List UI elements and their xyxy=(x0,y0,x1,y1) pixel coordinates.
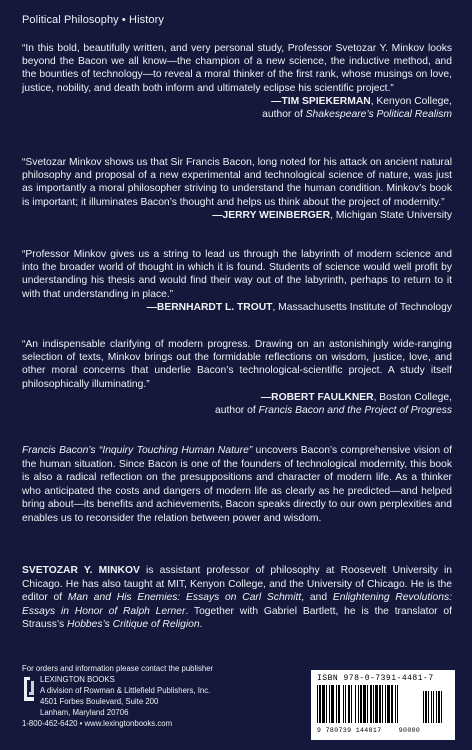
publisher-division: A division of Rowman & Littlefield Publishers, Inc. xyxy=(40,686,211,695)
publisher-name: LEXINGTON BOOKS xyxy=(40,675,115,684)
description-text: Francis Bacon’s “Inquiry Touching Human Nature” uncovers Bacon’s comprehensive vision of the human situation. Since Bacon is one of the founders of technological modernity, this book is also a radical reflection on the presuppositions and character of modern life. As a thinker who anticipated the costs and dangers of modern life as clearly as he predicted—and helped bring about—its benefits and achievements, Bacon speaks directly to our own perplexities and enables us to reconsider the relation between power and wisdom. xyxy=(22,445,452,524)
author-bio xyxy=(22,564,452,632)
lexington-logo-icon xyxy=(22,676,36,702)
book-description xyxy=(22,444,452,526)
review-attribution: —TIM SPIEKERMAN, Kenyon College, xyxy=(271,95,452,107)
reviewer-name: —BERNHARDT L. TROUT xyxy=(146,301,273,313)
description-book-title: Francis Bacon’s “Inquiry Touching Human Nature” xyxy=(22,445,253,456)
book-title: Francis Bacon and the Project of Progress xyxy=(258,405,452,417)
review-attribution: —JERRY WEINBERGER, Michigan State University xyxy=(212,209,452,221)
review-attribution: —BERNHARDT L. TROUT, Massachusetts Institute of Technology xyxy=(146,301,452,313)
book-title: Shakespeare’s Political Realism xyxy=(305,109,452,121)
publisher-address-1: 4501 Forbes Boulevard, Suite 200 xyxy=(40,697,159,706)
publisher-intro: For orders and information please contact the publisher xyxy=(22,664,214,673)
category-label: Political Philosophy • History xyxy=(22,14,164,26)
barcode-bars xyxy=(317,685,449,723)
isbn-label: ISBN 978-0-7391-4481-7 xyxy=(317,674,434,683)
review-1 xyxy=(22,42,452,121)
publisher-contact: 1-800-462-6420 • www.lexingtonbooks.com xyxy=(22,719,173,728)
isbn-barcode xyxy=(311,670,455,740)
reviewer-name: —JERRY WEINBERGER xyxy=(212,209,331,221)
review-3 xyxy=(22,248,452,314)
reviewer-name: —ROBERT FAULKNER xyxy=(260,391,374,403)
review-4 xyxy=(22,338,452,417)
review-quote: “Svetozar Minkov shows us that Sir Francis Bacon, long noted for his attack on ancient natural philosophy and proposal of a new experimental and technological science of nature, was just as importantly a moral philosopher striving to understand the human condition. Minkov’s book is important; it illuminates Bacon’s thought and helps us think about the project of modernity.” xyxy=(22,157,452,208)
review-attribution-line2: author of Francis Bacon and the Project of Progress xyxy=(215,405,452,417)
review-attribution-line2: author of Shakespeare’s Political Realism xyxy=(262,109,452,121)
review-quote: “An indispensable clarifying of modern progress. Drawing on an astonishingly wide-ranging selection of texts, Minkov brings out the formidable reflections on wisdom, justice, love, and other moral concerns that underlie Bacon’s technological-scientific project. A study itself philosophically illuminating.” xyxy=(22,339,452,390)
review-attribution: —ROBERT FAULKNER, Boston College, xyxy=(260,391,452,403)
barcode-number: 9 780739 144817 90000 xyxy=(317,727,421,734)
review-quote: “Professor Minkov gives us a string to lead us through the labyrinth of modern science and into the broader world of thought in which it is found. Students of science would well profit by understanding his thesis and would find their way out of the labyrinth, perhaps to return to it with that understanding in place.” xyxy=(22,249,452,300)
review-2 xyxy=(22,156,452,222)
bio-text: SVETOZAR Y. MINKOV is assistant professor of philosophy at Roosevelt University in Chicago. He has also taught at MIT, Kenyon College, and the University of Chicago. He is the editor of Man and His Enemies: Essays on Carl Schmitt, and Enlightening Revolutions: Essays in Honor of Ralph Lerner. Together with Gabriel Bartlett, he is the translator of Strauss’s Hobbes’s Critique of Religion. xyxy=(22,565,452,631)
reviewer-name: —TIM SPIEKERMAN xyxy=(271,95,371,107)
author-name: SVETOZAR Y. MINKOV xyxy=(22,565,140,576)
review-quote: “In this bold, beautifully written, and very personal study, Professor Svetozar Y. Minkov looks beyond the Bacon we all know—the champion of a new science, the inductive method, and the bounties of technology—to reveal a moral thinker of the first rank, whose musings on love, justice, nobility, and death both inform and ultimately eclipse his scientific project.” xyxy=(22,43,452,94)
publisher-info xyxy=(22,663,302,729)
publisher-address-2: Lanham, Maryland 20706 xyxy=(40,708,129,717)
